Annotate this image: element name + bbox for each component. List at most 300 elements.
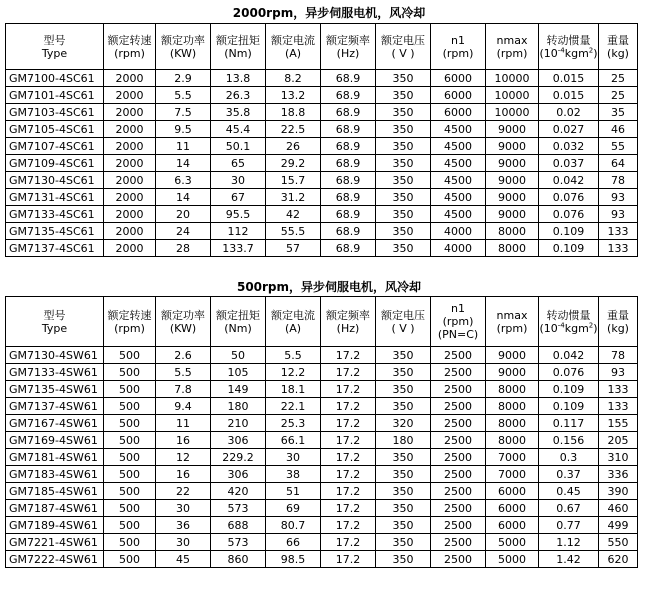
cell-weight: 133 (599, 223, 638, 240)
cell-rated-speed: 2000 (104, 189, 156, 206)
cell-model: GM7167-4SW61 (6, 415, 104, 432)
cell-rated-voltage: 350 (376, 364, 431, 381)
cell-rated-frequency: 68.9 (321, 87, 376, 104)
cell-rated-power: 12 (156, 449, 211, 466)
cell-rated-current: 29.2 (266, 155, 321, 172)
table-row (6, 172, 638, 189)
cell-rated-current: 8.2 (266, 70, 321, 87)
cell-n1: 4000 (431, 223, 486, 240)
cell-rated-current: 57 (266, 240, 321, 257)
header-line: 转动惯量 (546, 308, 591, 322)
cell-rated-speed: 2000 (104, 223, 156, 240)
cell-rated-speed: 2000 (104, 138, 156, 155)
cell-inertia: 0.3 (539, 449, 599, 466)
cell-rated-torque: 133.7 (211, 240, 266, 257)
cell-inertia: 0.015 (539, 70, 599, 87)
header-line: 额定转速 (107, 308, 152, 322)
cell-model: GM7135-4SC61 (6, 223, 104, 240)
cell-rated-frequency: 17.2 (321, 432, 376, 449)
cell-model: GM7133-4SW61 (6, 364, 104, 381)
cell-rated-speed: 2000 (104, 104, 156, 121)
cell-rated-voltage: 350 (376, 155, 431, 172)
cell-rated-frequency: 68.9 (321, 70, 376, 87)
header-line (539, 47, 598, 60)
cell-rated-frequency: 68.9 (321, 121, 376, 138)
header-rated-voltage (376, 24, 431, 70)
cell-rated-voltage: 350 (376, 189, 431, 206)
cell-n1: 6000 (431, 104, 486, 121)
cell-rated-frequency: 17.2 (321, 398, 376, 415)
header-sup: -4 (557, 45, 565, 54)
cell-rated-speed: 500 (104, 551, 156, 568)
header-part: ) (593, 46, 598, 60)
cell-rated-speed: 2000 (104, 206, 156, 223)
table-row (6, 189, 638, 206)
cell-weight: 550 (599, 534, 638, 551)
cell-weight: 25 (599, 70, 638, 87)
header-line: 转动惯量 (546, 33, 591, 47)
header-rated-speed (104, 24, 156, 70)
header-line: 额定电压 (381, 308, 425, 322)
cell-rated-voltage: 350 (376, 347, 431, 364)
cell-rated-power: 36 (156, 517, 211, 534)
header-line: Type (41, 321, 68, 335)
cell-model: GM7187-4SW61 (6, 500, 104, 517)
header-row (6, 297, 638, 347)
header-part: kgm (564, 46, 589, 60)
cell-inertia: 0.037 (539, 155, 599, 172)
header-line: 额定功率 (161, 33, 205, 47)
cell-rated-torque: 688 (211, 517, 266, 534)
cell-rated-power: 24 (156, 223, 211, 240)
header-line: 额定扭矩 (216, 33, 260, 47)
cell-inertia: 0.027 (539, 121, 599, 138)
cell-rated-speed: 500 (104, 347, 156, 364)
cell-rated-power: 9.5 (156, 121, 211, 138)
header-part: kgm (564, 321, 589, 335)
table-row (6, 121, 638, 138)
header-line: 额定频率 (326, 308, 370, 322)
header-line: nmax (496, 33, 528, 47)
cell-nmax: 9000 (486, 172, 539, 189)
cell-weight: 25 (599, 87, 638, 104)
table-row (6, 138, 638, 155)
cell-rated-power: 7.8 (156, 381, 211, 398)
cell-rated-speed: 500 (104, 500, 156, 517)
cell-rated-power: 20 (156, 206, 211, 223)
cell-rated-frequency: 17.2 (321, 364, 376, 381)
cell-rated-current: 12.2 (266, 364, 321, 381)
cell-weight: 133 (599, 240, 638, 257)
header-rated-torque (211, 24, 266, 70)
cell-rated-power: 16 (156, 466, 211, 483)
cell-rated-voltage: 350 (376, 483, 431, 500)
cell-rated-torque: 573 (211, 534, 266, 551)
table-row (6, 415, 638, 432)
cell-inertia: 0.156 (539, 432, 599, 449)
cell-model: GM7109-4SC61 (6, 155, 104, 172)
cell-rated-speed: 500 (104, 483, 156, 500)
spec-table-2000rpm (5, 23, 638, 257)
header-line: 额定扭矩 (216, 308, 260, 322)
cell-rated-frequency: 17.2 (321, 483, 376, 500)
header-line: 额定功率 (161, 308, 205, 322)
cell-rated-voltage: 350 (376, 466, 431, 483)
cell-weight: 35 (599, 104, 638, 121)
header-sup: 2 (588, 320, 594, 329)
header-line: (A) (284, 321, 302, 335)
header-line: nmax (496, 308, 528, 322)
header-n1 (431, 24, 486, 70)
cell-rated-speed: 2000 (104, 87, 156, 104)
cell-nmax: 8000 (486, 415, 539, 432)
cell-model: GM7130-4SC61 (6, 172, 104, 189)
cell-rated-torque: 860 (211, 551, 266, 568)
cell-rated-current: 5.5 (266, 347, 321, 364)
cell-rated-torque: 50.1 (211, 138, 266, 155)
cell-weight: 133 (599, 381, 638, 398)
cell-rated-speed: 2000 (104, 240, 156, 257)
cell-weight: 620 (599, 551, 638, 568)
header-rated-frequency (321, 297, 376, 347)
header-line: 型号 (43, 308, 66, 322)
header-sup: 2 (588, 45, 594, 54)
cell-inertia: 0.032 (539, 138, 599, 155)
header-weight (599, 297, 638, 347)
header-line: (A) (284, 46, 302, 60)
header-line: (rpm) (114, 46, 145, 60)
cell-nmax: 7000 (486, 466, 539, 483)
header-row (6, 24, 638, 70)
cell-rated-frequency: 68.9 (321, 189, 376, 206)
cell-rated-frequency: 17.2 (321, 466, 376, 483)
header-line: (rpm) (496, 46, 528, 60)
cell-rated-power: 45 (156, 551, 211, 568)
header-line: 重量 (607, 33, 629, 47)
cell-weight: 205 (599, 432, 638, 449)
cell-weight: 93 (599, 206, 638, 223)
cell-inertia: 0.109 (539, 223, 599, 240)
header-nmax (486, 24, 539, 70)
cell-rated-speed: 2000 (104, 121, 156, 138)
table-row (6, 534, 638, 551)
cell-weight: 310 (599, 449, 638, 466)
cell-rated-power: 30 (156, 534, 211, 551)
cell-rated-current: 51 (266, 483, 321, 500)
table-row (6, 517, 638, 534)
cell-model: GM7103-4SC61 (6, 104, 104, 121)
cell-inertia: 0.67 (539, 500, 599, 517)
cell-n1: 4500 (431, 121, 486, 138)
cell-weight: 55 (599, 138, 638, 155)
cell-rated-torque: 30 (211, 172, 266, 189)
header-n1 (431, 297, 486, 347)
cell-weight: 78 (599, 347, 638, 364)
cell-rated-speed: 500 (104, 398, 156, 415)
cell-rated-frequency: 17.2 (321, 347, 376, 364)
table-row (6, 449, 638, 466)
cell-rated-torque: 180 (211, 398, 266, 415)
cell-inertia: 0.109 (539, 240, 599, 257)
cell-rated-power: 16 (156, 432, 211, 449)
cell-nmax: 10000 (486, 104, 539, 121)
header-line: 重量 (607, 308, 629, 322)
cell-inertia: 0.109 (539, 381, 599, 398)
cell-nmax: 9000 (486, 364, 539, 381)
cell-rated-frequency: 17.2 (321, 415, 376, 432)
cell-nmax: 9000 (486, 121, 539, 138)
header-rated-power (156, 24, 211, 70)
cell-rated-speed: 500 (104, 415, 156, 432)
header-line: (Nm) (224, 321, 252, 335)
cell-n1: 4500 (431, 138, 486, 155)
cell-rated-torque: 35.8 (211, 104, 266, 121)
cell-rated-torque: 210 (211, 415, 266, 432)
cell-rated-torque: 112 (211, 223, 266, 240)
cell-rated-power: 5.5 (156, 364, 211, 381)
cell-model: GM7137-4SW61 (6, 398, 104, 415)
cell-rated-power: 28 (156, 240, 211, 257)
section-title-500rpm: 500rpm，异步伺服电机，风冷却 (236, 280, 422, 294)
cell-model: GM7222-4SW61 (6, 551, 104, 568)
header-line: (KW) (169, 46, 197, 60)
table-row (6, 347, 638, 364)
cell-model: GM7221-4SW61 (6, 534, 104, 551)
cell-rated-speed: 500 (104, 432, 156, 449)
cell-rated-current: 15.7 (266, 172, 321, 189)
cell-rated-current: 31.2 (266, 189, 321, 206)
cell-rated-speed: 2000 (104, 70, 156, 87)
cell-nmax: 8000 (486, 223, 539, 240)
cell-n1: 4500 (431, 206, 486, 223)
cell-rated-torque: 229.2 (211, 449, 266, 466)
header-line: (Hz) (336, 46, 360, 60)
cell-model: GM7133-4SC61 (6, 206, 104, 223)
cell-n1: 2500 (431, 381, 486, 398)
cell-model: GM7100-4SC61 (6, 70, 104, 87)
table-row (6, 432, 638, 449)
table-row (6, 381, 638, 398)
header-line: ( V ) (391, 321, 415, 335)
header-model (6, 297, 104, 347)
cell-inertia: 0.015 (539, 87, 599, 104)
cell-weight: 93 (599, 189, 638, 206)
cell-n1: 4000 (431, 240, 486, 257)
cell-model: GM7105-4SC61 (6, 121, 104, 138)
header-line: n1 (451, 33, 465, 47)
header-line: 额定电压 (381, 33, 425, 47)
cell-n1: 2500 (431, 432, 486, 449)
cell-nmax: 9000 (486, 138, 539, 155)
table-row (6, 398, 638, 415)
header-inertia (539, 24, 599, 70)
cell-rated-voltage: 320 (376, 415, 431, 432)
cell-inertia: 0.02 (539, 104, 599, 121)
header-line (539, 322, 598, 335)
cell-n1: 2500 (431, 398, 486, 415)
header-line: (kg) (607, 321, 629, 335)
cell-weight: 336 (599, 466, 638, 483)
cell-rated-voltage: 350 (376, 398, 431, 415)
table-row (6, 466, 638, 483)
cell-rated-voltage: 350 (376, 206, 431, 223)
cell-inertia: 0.076 (539, 189, 599, 206)
header-line: (Nm) (224, 46, 252, 60)
cell-model: GM7135-4SW61 (6, 381, 104, 398)
cell-rated-power: 11 (156, 138, 211, 155)
cell-rated-torque: 50 (211, 347, 266, 364)
cell-nmax: 7000 (486, 449, 539, 466)
cell-nmax: 9000 (486, 189, 539, 206)
cell-nmax: 6000 (486, 517, 539, 534)
table-row (6, 500, 638, 517)
cell-weight: 155 (599, 415, 638, 432)
header-line: 额定电流 (271, 33, 315, 47)
cell-rated-frequency: 68.9 (321, 240, 376, 257)
cell-rated-current: 98.5 (266, 551, 321, 568)
cell-model: GM7137-4SC61 (6, 240, 104, 257)
header-line: (rpm) (442, 315, 474, 328)
cell-rated-frequency: 17.2 (321, 449, 376, 466)
cell-rated-power: 22 (156, 483, 211, 500)
cell-rated-torque: 13.8 (211, 70, 266, 87)
cell-nmax: 5000 (486, 551, 539, 568)
cell-n1: 6000 (431, 70, 486, 87)
table-row (6, 206, 638, 223)
cell-nmax: 10000 (486, 70, 539, 87)
cell-rated-frequency: 17.2 (321, 381, 376, 398)
cell-rated-frequency: 17.2 (321, 500, 376, 517)
cell-nmax: 8000 (486, 240, 539, 257)
table-row (6, 155, 638, 172)
cell-weight: 133 (599, 398, 638, 415)
cell-model: GM7130-4SW61 (6, 347, 104, 364)
table-row (6, 223, 638, 240)
cell-nmax: 9000 (486, 155, 539, 172)
cell-n1: 4500 (431, 189, 486, 206)
header-rated-frequency (321, 24, 376, 70)
header-rated-speed (104, 297, 156, 347)
cell-rated-voltage: 350 (376, 121, 431, 138)
cell-rated-torque: 573 (211, 500, 266, 517)
cell-inertia: 0.042 (539, 347, 599, 364)
cell-rated-torque: 26.3 (211, 87, 266, 104)
cell-rated-power: 5.5 (156, 87, 211, 104)
header-line: (PN=C) (437, 328, 479, 341)
cell-nmax: 8000 (486, 398, 539, 415)
cell-n1: 2500 (431, 483, 486, 500)
cell-rated-current: 66 (266, 534, 321, 551)
header-line: 型号 (43, 33, 66, 47)
header-rated-current (266, 297, 321, 347)
cell-rated-speed: 500 (104, 449, 156, 466)
cell-n1: 2500 (431, 551, 486, 568)
cell-rated-current: 38 (266, 466, 321, 483)
cell-rated-power: 11 (156, 415, 211, 432)
cell-model: GM7189-4SW61 (6, 517, 104, 534)
cell-inertia: 0.117 (539, 415, 599, 432)
header-part: ) (593, 321, 598, 335)
cell-n1: 6000 (431, 87, 486, 104)
cell-inertia: 0.37 (539, 466, 599, 483)
cell-rated-power: 9.4 (156, 398, 211, 415)
spec-table-500rpm (5, 296, 638, 568)
cell-rated-current: 66.1 (266, 432, 321, 449)
cell-rated-torque: 67 (211, 189, 266, 206)
cell-rated-current: 26 (266, 138, 321, 155)
cell-rated-current: 69 (266, 500, 321, 517)
cell-rated-speed: 500 (104, 534, 156, 551)
cell-rated-power: 14 (156, 155, 211, 172)
header-model (6, 24, 104, 70)
cell-inertia: 0.042 (539, 172, 599, 189)
cell-rated-torque: 65 (211, 155, 266, 172)
cell-rated-current: 42 (266, 206, 321, 223)
cell-n1: 2500 (431, 517, 486, 534)
cell-n1: 2500 (431, 466, 486, 483)
cell-rated-current: 30 (266, 449, 321, 466)
cell-rated-frequency: 68.9 (321, 223, 376, 240)
cell-rated-torque: 306 (211, 432, 266, 449)
cell-rated-current: 22.5 (266, 121, 321, 138)
header-line: n1 (451, 302, 465, 315)
header-rated-current (266, 24, 321, 70)
cell-rated-voltage: 350 (376, 223, 431, 240)
cell-rated-voltage: 350 (376, 517, 431, 534)
table-row (6, 240, 638, 257)
section-title-2000rpm: 2000rpm，异步伺服电机，风冷却 (232, 6, 426, 20)
cell-rated-current: 18.8 (266, 104, 321, 121)
cell-rated-voltage: 350 (376, 172, 431, 189)
header-sup: -4 (557, 320, 565, 329)
cell-rated-speed: 2000 (104, 172, 156, 189)
cell-rated-voltage: 350 (376, 534, 431, 551)
cell-rated-current: 80.7 (266, 517, 321, 534)
table-row (6, 364, 638, 381)
cell-nmax: 9000 (486, 206, 539, 223)
cell-inertia: 0.77 (539, 517, 599, 534)
header-part: (10 (539, 46, 558, 60)
cell-rated-current: 25.3 (266, 415, 321, 432)
cell-rated-voltage: 350 (376, 500, 431, 517)
cell-rated-voltage: 350 (376, 381, 431, 398)
header-part: (10 (539, 321, 558, 335)
cell-n1: 2500 (431, 364, 486, 381)
cell-rated-speed: 500 (104, 381, 156, 398)
cell-weight: 78 (599, 172, 638, 189)
cell-rated-speed: 500 (104, 364, 156, 381)
cell-inertia: 0.076 (539, 206, 599, 223)
cell-rated-torque: 420 (211, 483, 266, 500)
cell-nmax: 10000 (486, 87, 539, 104)
cell-rated-power: 2.9 (156, 70, 211, 87)
cell-inertia: 0.45 (539, 483, 599, 500)
header-line: (kg) (607, 46, 629, 60)
cell-n1: 2500 (431, 449, 486, 466)
cell-rated-torque: 149 (211, 381, 266, 398)
cell-rated-voltage: 350 (376, 551, 431, 568)
cell-model: GM7183-4SW61 (6, 466, 104, 483)
cell-inertia: 1.42 (539, 551, 599, 568)
cell-weight: 64 (599, 155, 638, 172)
cell-n1: 2500 (431, 415, 486, 432)
cell-rated-speed: 500 (104, 466, 156, 483)
cell-rated-voltage: 350 (376, 104, 431, 121)
cell-model: GM7185-4SW61 (6, 483, 104, 500)
header-line: (Hz) (336, 321, 360, 335)
header-rated-power (156, 297, 211, 347)
cell-nmax: 8000 (486, 432, 539, 449)
